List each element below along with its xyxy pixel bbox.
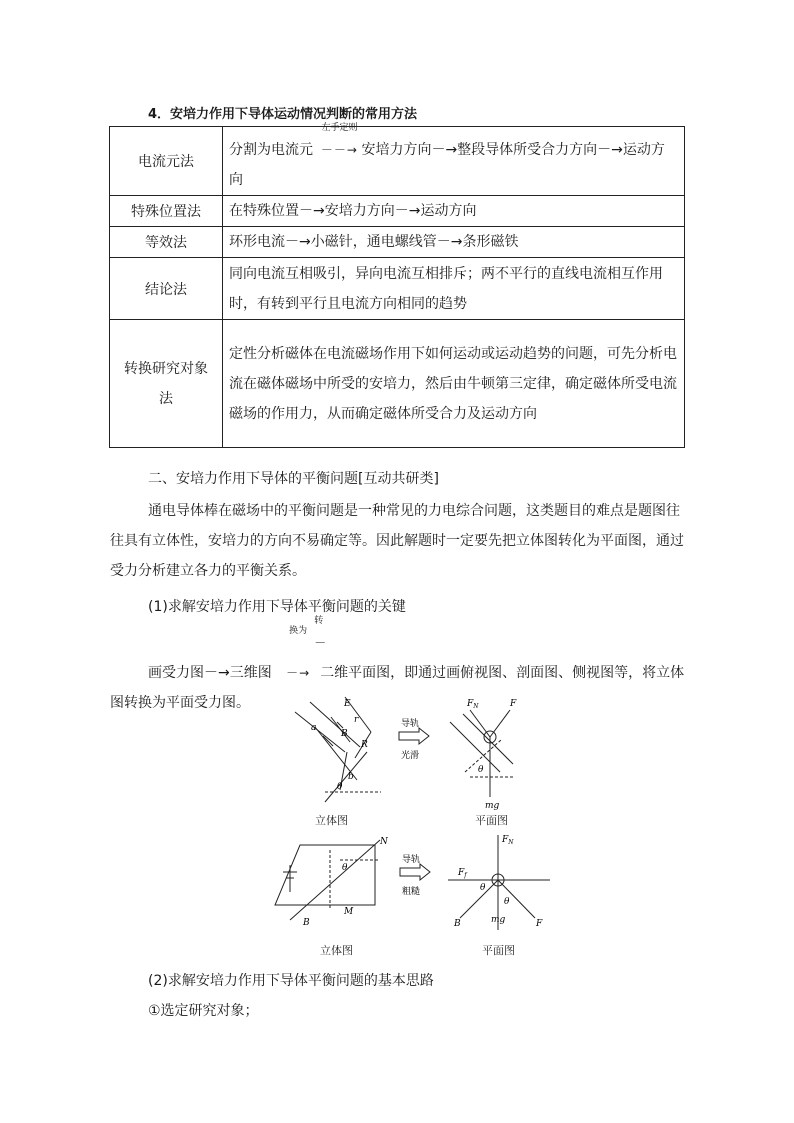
arrow-bottom-label: 粗糙 — [402, 887, 421, 897]
method-name: 结论法 — [110, 258, 223, 320]
subheading: (1)求解安培力作用下导体平衡问题的关键 — [148, 599, 406, 615]
label-FN: $F_N$ — [467, 699, 479, 710]
caption-3d: 立体图 — [320, 944, 353, 957]
intro-paragraph: 通电导体棒在磁场中的平衡问题是一种常见的力电综合问题，这类题目的难点是题图往往具有立体性，安培力的方向不易确定等。因此解题时一定要先把立体图转化为平面图，通过受力分析建立各力的平衡关系。 — [110, 503, 684, 579]
method-description: 同向电流互相吸引，异向电流互相排斥；两不平行的直线电流相互作用时，有转到平行且电流方向相同的趋势 — [223, 258, 685, 320]
method-description: 环形电流－→小磁针，通电螺线管－→条形磁铁 — [223, 227, 685, 258]
method-description: 分割为电流元 左手定则 －－→ 安培力方向－→整段导体所受合力方向－→运动方向 — [223, 127, 685, 196]
label-b: b — [348, 772, 354, 782]
label-a: a — [311, 723, 317, 733]
subheading: (2)求解安培力作用下导体平衡问题的基本思路 — [148, 973, 434, 989]
method-name: 电流元法 — [110, 127, 223, 196]
section-heading: 二、安培力作用下导体的平衡问题[互动共研类] — [148, 471, 439, 487]
label-F: F — [536, 919, 543, 929]
table-row — [110, 227, 685, 258]
label-N: N — [380, 837, 388, 847]
label-F: F — [510, 699, 517, 709]
label-M: M — [344, 907, 354, 917]
label-R: R — [361, 740, 368, 750]
table-row — [110, 127, 685, 196]
incline-rail-diagram — [285, 692, 535, 827]
label-theta-2: θ — [480, 883, 486, 893]
label-theta-3: θ — [504, 897, 510, 907]
method-name: 转换研究对象法 — [110, 320, 223, 448]
method-description: 在特殊位置－→安培力方向－→运动方向 — [223, 196, 685, 227]
methods-table — [109, 123, 685, 448]
figure-2 — [270, 830, 550, 960]
rough-rail-diagram — [270, 830, 560, 960]
label-B-2: B — [454, 919, 461, 929]
label-B: B — [341, 729, 348, 739]
label-mg: mg — [485, 801, 500, 811]
label-mg: mg — [491, 915, 506, 925]
caption-plane: 平面图 — [482, 944, 515, 957]
label-theta: θ — [337, 782, 343, 792]
arrow-bottom-label: 光滑 — [401, 751, 420, 761]
table-row — [110, 258, 685, 320]
method-description: 定性分析磁体在电流磁场作用下如何运动或运动趋势的问题，可先分析电流在磁体磁场中所受的安培力，然后由牛顿第三定律，确定磁体所受电流磁场的作用力，从而确定磁体所受合力及运动方向 — [223, 320, 685, 448]
label-theta-2: θ — [478, 765, 484, 775]
caption-3d: 立体图 — [315, 814, 348, 827]
arrow-top-label: 导轨 — [401, 719, 420, 729]
label-B: B — [303, 918, 310, 928]
step-item: ①选定研究对象； — [148, 1003, 259, 1019]
method-name: 特殊位置法 — [110, 196, 223, 227]
label-r: r — [354, 715, 359, 725]
label-Ff: $F_f$ — [458, 868, 467, 879]
label-theta: θ — [342, 863, 348, 873]
figure-1 — [285, 692, 525, 827]
table-row — [110, 320, 685, 448]
label-E: E — [344, 699, 351, 709]
table-row — [110, 196, 685, 227]
arrow-top-label: 导轨 — [402, 855, 421, 865]
transform-arrow — [400, 864, 430, 880]
transform-arrow — [399, 728, 429, 744]
paragraph: 画受力图－→三维图 转换为 －－→ 二维平面图，即通过画俯视图、剖面图、侧视图等，将立体图转换为平面受力图。 — [110, 616, 685, 711]
labeled-arrow: 转换为 －－→ — [286, 616, 328, 680]
section-heading: 4．安培力作用下导体运动情况判断的常用方法 — [148, 107, 418, 122]
caption-plane: 平面图 — [475, 814, 508, 827]
label-FN: $F_N$ — [502, 835, 514, 846]
method-name: 等效法 — [110, 227, 223, 258]
labeled-arrow: 左手定则 －－→ — [320, 123, 358, 157]
